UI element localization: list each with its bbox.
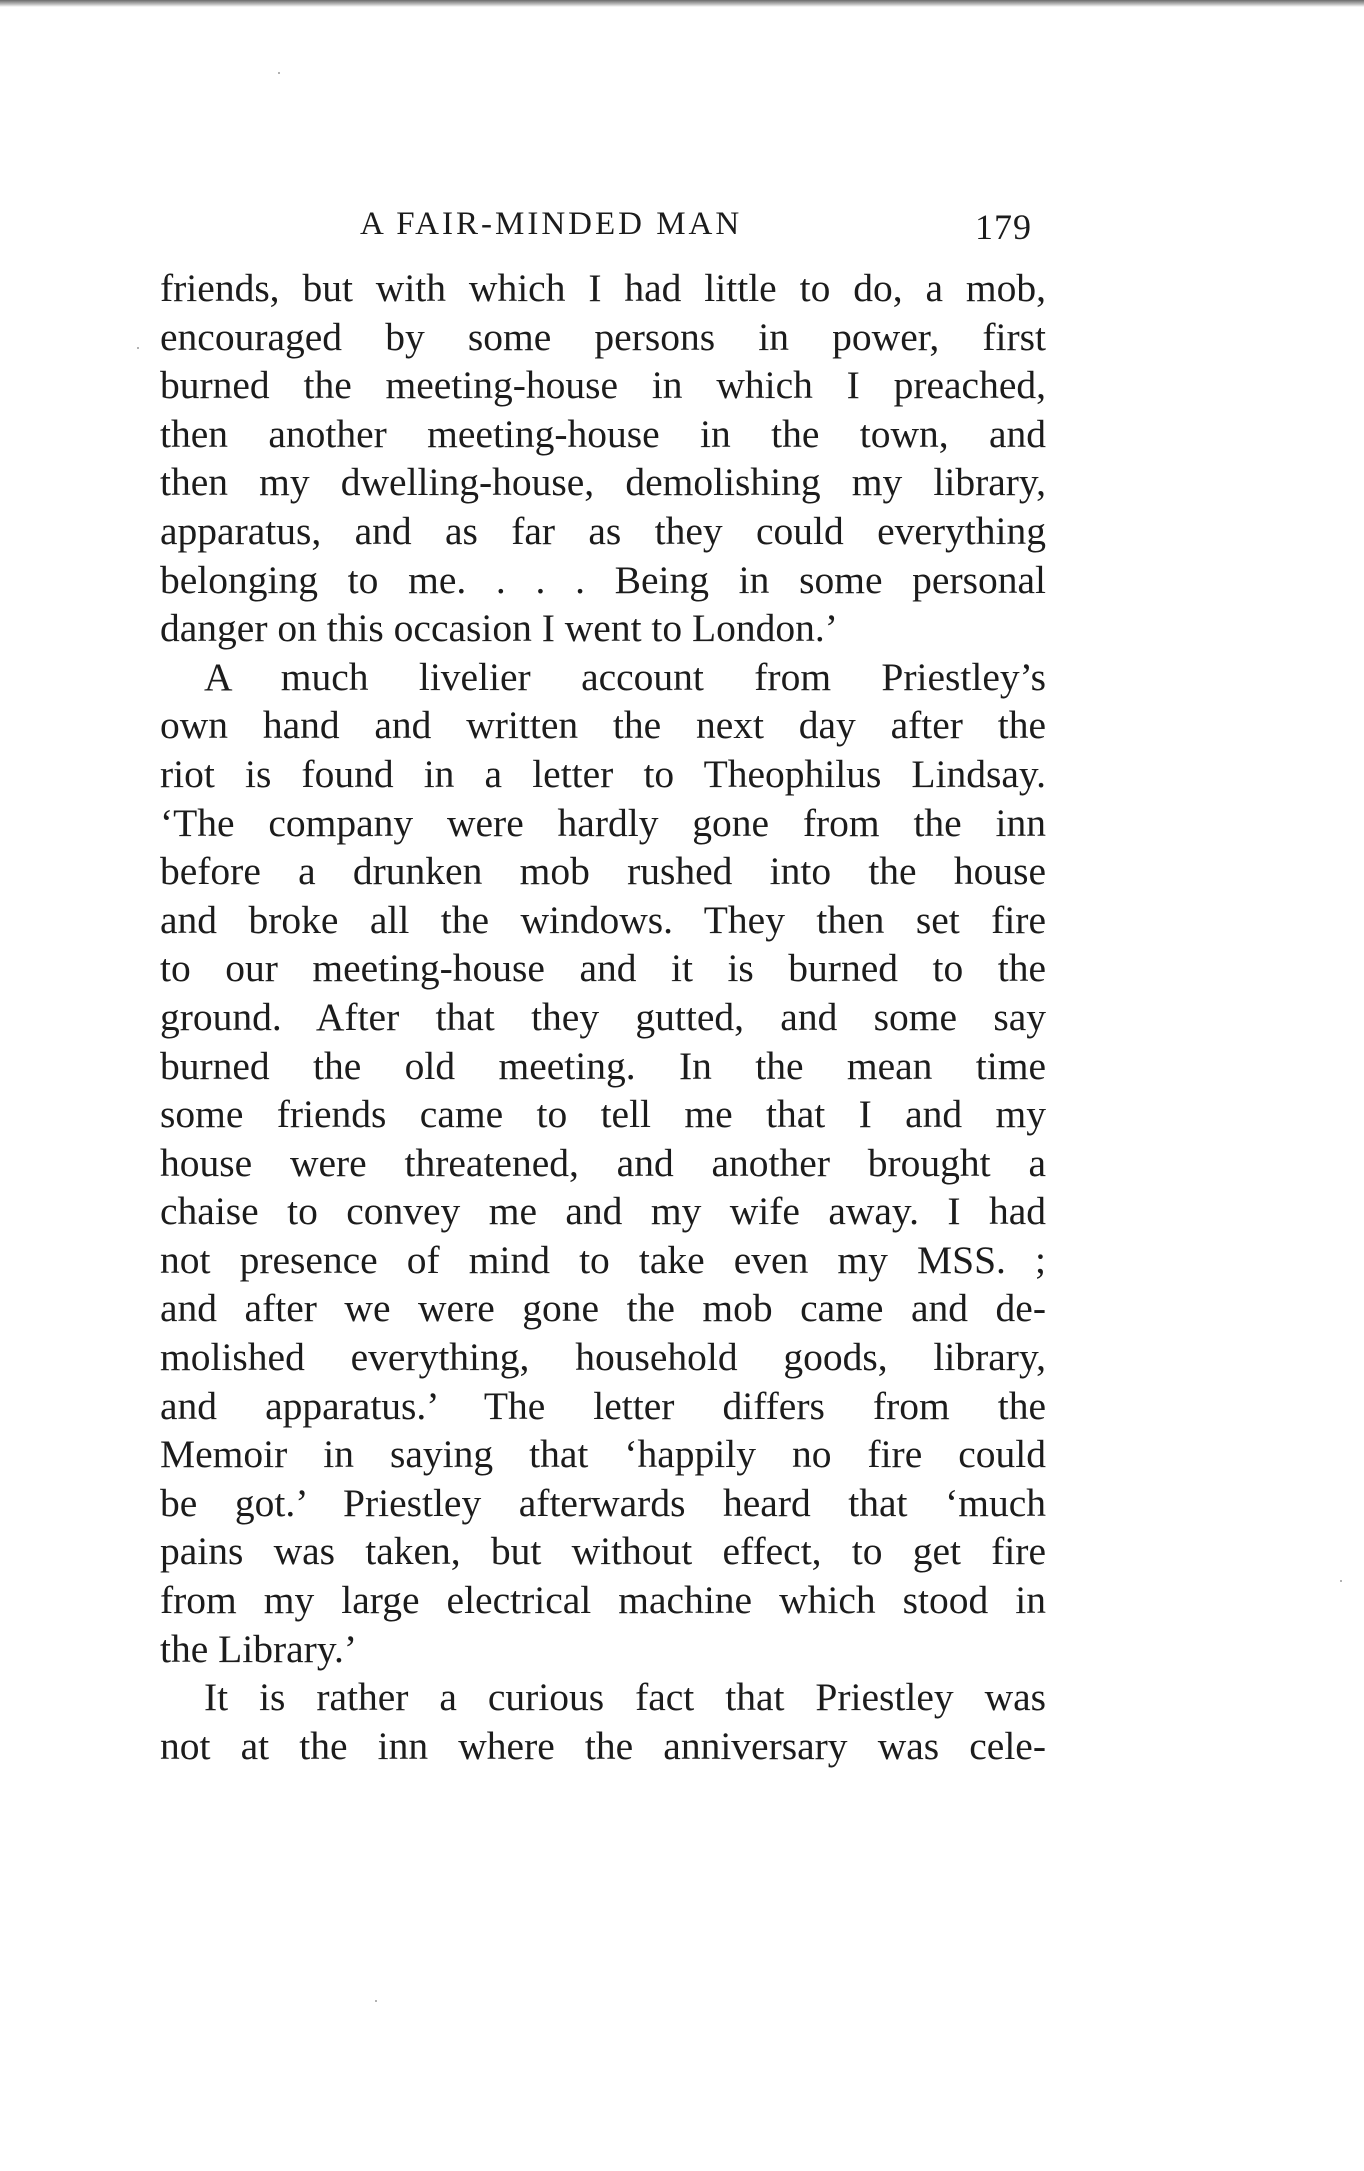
text-line: some friends came to tell me that I and my xyxy=(160,1092,1046,1137)
text-line: house were threatened, and another brought a xyxy=(160,1140,1046,1185)
text-line: and broke all the windows. They then set fire xyxy=(160,897,1046,942)
text-line: the Library.’ xyxy=(160,1626,358,1671)
text-line: Memoir in saying that ‘happily no fire could xyxy=(160,1432,1046,1477)
text-line: and after we were gone the mob came and de- xyxy=(160,1286,1046,1331)
book-page xyxy=(160,198,1046,1770)
paragraph-start-line: It is rather a curious fact that Priestley was xyxy=(204,1675,1046,1720)
text-line: ‘The company were hardly gone from the inn xyxy=(160,800,1046,845)
text-line: chaise to convey me and my wife away. I had xyxy=(160,1189,1046,1234)
text-line: from my large electrical machine which stood in xyxy=(160,1578,1046,1623)
text-line: be got.’ Priestley afterwards heard that ‘much xyxy=(160,1480,1046,1525)
text-line: pains was taken, but without effect, to get fire xyxy=(160,1529,1046,1574)
text-line: ground. After that they gutted, and some say xyxy=(160,994,1046,1039)
paragraph-start-line: A much livelier account from Priestley’s xyxy=(204,654,1046,699)
scan-speck xyxy=(137,347,139,349)
text-line: encouraged by some persons in power, first xyxy=(160,314,1046,359)
text-line: apparatus, and as far as they could everything xyxy=(160,508,1046,553)
running-title: A FAIR-MINDED MAN xyxy=(360,206,743,242)
running-head xyxy=(160,198,1046,264)
scan-speck xyxy=(1340,1580,1342,1582)
text-line: and apparatus.’ The letter differs from the xyxy=(160,1383,1046,1428)
text-line: burned the old meeting. In the mean time xyxy=(160,1043,1046,1088)
scan-top-edge xyxy=(0,0,1364,7)
text-line: belonging to me. . . . Being in some personal xyxy=(160,557,1046,602)
body-text xyxy=(160,264,1046,1770)
scan-speck xyxy=(278,72,280,74)
text-line: friends, but with which I had little to do, a mob, xyxy=(160,266,1046,310)
text-line: riot is found in a letter to Theophilus Lindsay. xyxy=(160,751,1046,796)
text-line: not presence of mind to take even my MSS. ; xyxy=(160,1237,1046,1282)
text-line: before a drunken mob rushed into the house xyxy=(160,849,1046,894)
scan-speck xyxy=(375,2000,377,2002)
text-line: own hand and written the next day after the xyxy=(160,703,1046,748)
page-number: 179 xyxy=(975,207,1032,247)
text-line: then my dwelling-house, demolishing my library, xyxy=(160,460,1046,505)
text-line: molished everything, household goods, library, xyxy=(160,1335,1046,1380)
text-line: burned the meeting-house in which I preached, xyxy=(160,363,1046,408)
text-line: not at the inn where the anniversary was cele- xyxy=(160,1723,1046,1768)
text-line: to our meeting-house and it is burned to the xyxy=(160,946,1046,991)
text-line: then another meeting-house in the town, and xyxy=(160,411,1046,456)
text-line: danger on this occasion I went to London.’ xyxy=(160,606,838,651)
